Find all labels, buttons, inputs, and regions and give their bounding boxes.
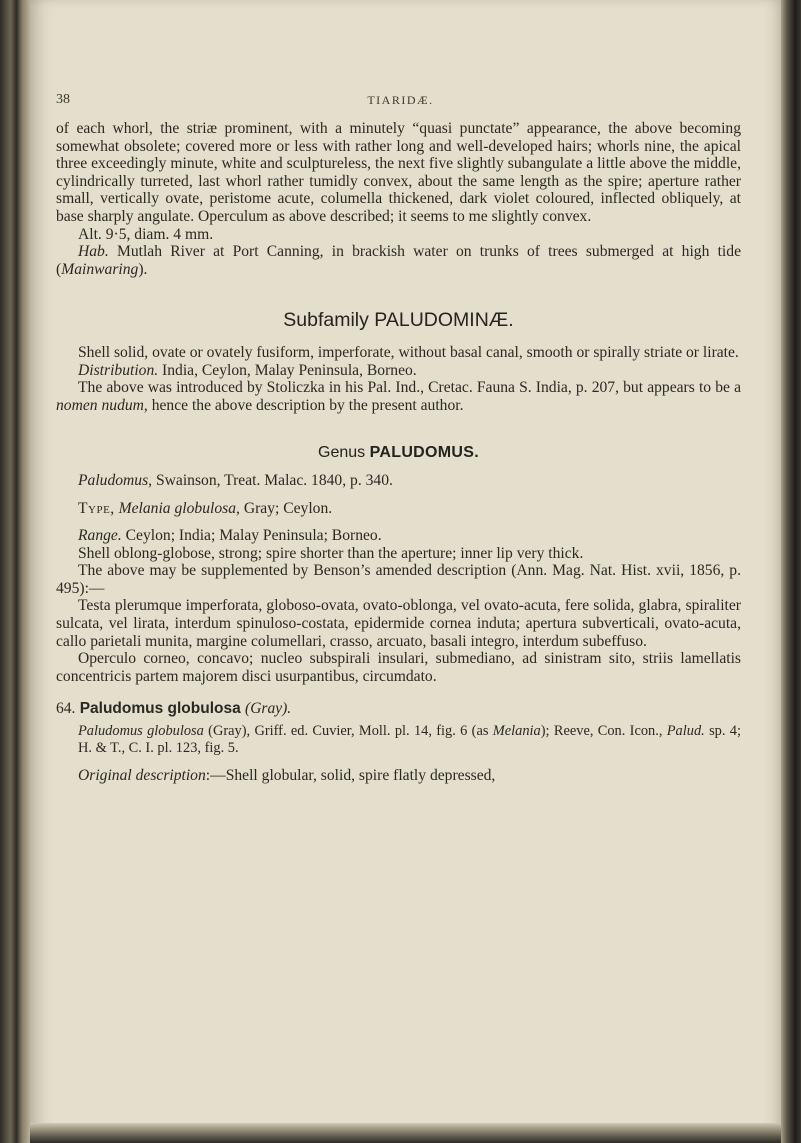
- ref-melania: Melania: [492, 723, 541, 740]
- ref-text-1: (Gray), Griff. ed. Cuvier, Moll. pl. 14, fig. 6 (as: [203, 723, 493, 740]
- original-description: [56, 767, 741, 785]
- habitat-end: ).: [138, 260, 148, 278]
- genus-heading: [56, 444, 741, 462]
- range-label: Range.: [78, 527, 122, 545]
- species-number: 64.: [56, 700, 76, 718]
- species-references: [56, 723, 741, 757]
- genus-reference: [56, 472, 741, 490]
- book-right-edge: [781, 0, 801, 1143]
- original-label: Original description: [78, 767, 206, 785]
- habitat-collector: Mainwaring: [61, 260, 139, 278]
- species-author: (Gray).: [245, 700, 292, 718]
- intro-paragraph: of each whorl, the striæ prominent, with a minutely “quasi punctate” appearance, the above becoming somewhat obsolete; covered more or less with rather long and well-developed hairs; whorls nine, the apical three exceedingly minute, white and sculptureless, the next five slightly subangulate a little above the middle, cylindrically turreted, last whorl rather tumidly convex, about the same length as the spire; aperture rather small, vertically ovate, peristome acute, columella thickened, dark violet coloured, inflected obliquely, at base sharply angulate. Operculum as above described; it seems to me slightly convex.: [56, 120, 741, 225]
- genus-ref-text: Swainson, Treat. Malac. 1840, p. 340.: [152, 471, 393, 489]
- latin-operculum: Operculo corneo, concavo; nucleo subspirali insulari, submediano, ad sinistram sito, striis lamellatis concentricis partem majorem disci usurpantibus, circumdato.: [56, 650, 741, 685]
- note-text-2: , hence the above description by the present author.: [143, 396, 464, 414]
- type-species: Melania globulosa: [118, 499, 237, 517]
- ref-species-name: Paludomus globulosa: [78, 723, 204, 740]
- ref-text-3: sp. 4; H. & T., C. I. pl. 123, fig. 5.: [78, 723, 741, 757]
- book-left-edge: [0, 0, 30, 1143]
- page-body: [56, 90, 741, 785]
- page-number: 38: [56, 92, 70, 107]
- original-text: :—Shell globular, solid, spire flatly depressed,: [205, 767, 496, 785]
- habitat: [56, 243, 741, 278]
- genus-benson-note: The above may be supplemented by Benson’s amended description (Ann. Mag. Nat. Hist. xvii, 1856, p. 495):—: [56, 562, 741, 597]
- note-term: nomen nudum: [56, 396, 144, 414]
- note-text-1: The above was introduced by Stoliczka in his Pal. Ind., Cretac. Fauna S. India, p. 207, but appears to be a: [78, 379, 741, 397]
- genus-name: PALUDOMUS.: [369, 444, 479, 462]
- range-text: Ceylon; India; Malay Peninsula; Borneo.: [121, 527, 382, 545]
- distribution-text: India, Ceylon, Malay Peninsula, Borneo.: [158, 361, 417, 379]
- habitat-text: Mutlah River at Port Canning, in brackish water on trunks of trees submerged at high tide (: [56, 243, 741, 278]
- genus-type: [56, 500, 741, 518]
- type-rest: , Gray; Ceylon.: [236, 499, 333, 517]
- distribution-label: Distribution.: [78, 361, 159, 379]
- genus-prefix: Genus: [318, 444, 370, 462]
- latin-description: Testa plerumque imperforata, globoso-ovata, ovato-oblonga, vel ovato-acuta, fere solida, glabra, spiraliter sulcata, vel lirata, interdum spinuloso-costata, epidermide cornea induta; apertura subverticali, ovato-acuta, callo parietali munita, margine columellari, crasso, arcuato, basali integro, interdum subeffuso.: [56, 597, 741, 650]
- measurements: Alt. 9·5, diam. 4 mm.: [78, 225, 214, 243]
- running-title: TIARIDÆ.: [367, 93, 434, 107]
- subfamily-note: [56, 379, 741, 414]
- subfamily-distribution: [56, 362, 741, 380]
- subfamily-description: Shell solid, ovate or ovately fusiform, imperforate, without basal canal, smooth or spirally striate or lirate.: [78, 343, 739, 361]
- type-label: Type,: [78, 499, 115, 517]
- genus-ref-name: Paludomus,: [78, 471, 153, 489]
- ref-palud: Palud.: [666, 723, 705, 740]
- genus-shell: Shell oblong-globose, strong; spire shorter than the aperture; inner lip very thick.: [78, 544, 584, 562]
- habitat-label: Hab.: [78, 243, 109, 261]
- subfamily-heading: Subfamily PALUDOMINÆ.: [283, 309, 514, 332]
- genus-range: [56, 527, 741, 545]
- species-heading: [56, 699, 741, 719]
- species-name: Paludomus globulosa: [79, 700, 241, 718]
- ref-text-2: ); Reeve, Con. Icon.,: [540, 723, 667, 740]
- book-bottom-edge: [30, 1123, 781, 1143]
